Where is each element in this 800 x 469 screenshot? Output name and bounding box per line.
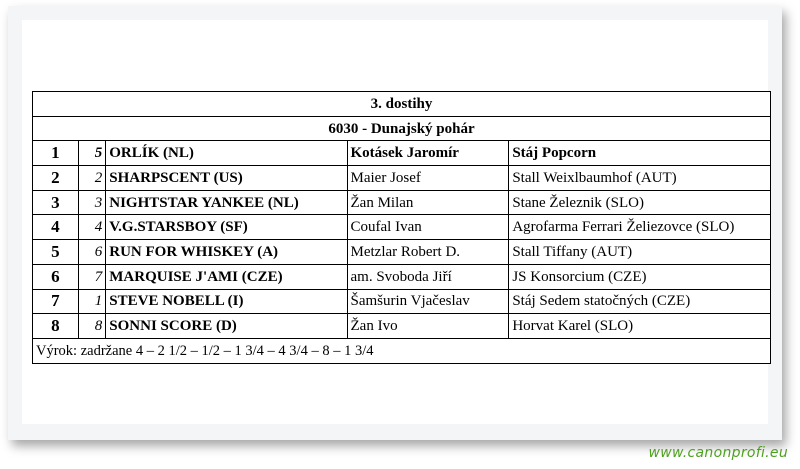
jockey-name: Žan Ivo (347, 314, 509, 339)
stable-name: Horvat Karel (SLO) (509, 314, 771, 339)
finish-position: 7 (33, 289, 79, 314)
jockey-name: Žan Milan (347, 190, 509, 215)
verdict-row (33, 338, 771, 363)
race-title-row (33, 92, 771, 117)
race-title: 3. dostihy (33, 92, 771, 117)
start-number: 8 (78, 314, 105, 339)
race-results-table (32, 91, 771, 364)
finish-position: 6 (33, 264, 79, 289)
result-row (33, 240, 771, 265)
horse-name: RUN FOR WHISKEY (A) (106, 240, 347, 265)
race-subtitle-row (33, 116, 771, 141)
horse-name: SHARPSCENT (US) (106, 166, 347, 191)
finish-position: 4 (33, 215, 79, 240)
horse-name: V.G.STARSBOY (SF) (106, 215, 347, 240)
verdict-text: Výrok: zadržane 4 – 2 1/2 – 1/2 – 1 3/4 – 4 3/4 – 8 – 1 3/4 (33, 338, 771, 363)
result-row (33, 141, 771, 166)
horse-name: STEVE NOBELL (I) (106, 289, 347, 314)
stable-name: Stáj Popcorn (509, 141, 771, 166)
start-number: 2 (78, 166, 105, 191)
finish-position: 3 (33, 190, 79, 215)
start-number: 5 (78, 141, 105, 166)
horse-name: MARQUISE J'AMI (CZE) (106, 264, 347, 289)
result-row (33, 166, 771, 191)
horse-name: SONNI SCORE (D) (106, 314, 347, 339)
finish-position: 8 (33, 314, 79, 339)
start-number: 4 (78, 215, 105, 240)
race-subtitle: 6030 - Dunajský pohár (33, 116, 771, 141)
start-number: 3 (78, 190, 105, 215)
result-row (33, 264, 771, 289)
result-row (33, 190, 771, 215)
result-row (33, 314, 771, 339)
stable-name: Stane Železnik (SLO) (509, 190, 771, 215)
horse-name: ORLÍK (NL) (106, 141, 347, 166)
stable-name: JS Konsorcium (CZE) (509, 264, 771, 289)
site-watermark: www.canonprofi.eu (648, 445, 788, 461)
result-row (33, 289, 771, 314)
jockey-name: Kotásek Jaromír (347, 141, 509, 166)
jockey-name: Metzlar Robert D. (347, 240, 509, 265)
stable-name: Stall Weixlbaumhof (AUT) (509, 166, 771, 191)
start-number: 7 (78, 264, 105, 289)
stable-name: Agrofarma Ferrari Želiezovce (SLO) (509, 215, 771, 240)
stable-name: Stáj Sedem statočných (CZE) (509, 289, 771, 314)
jockey-name: Maier Josef (347, 166, 509, 191)
horse-name: NIGHTSTAR YANKEE (NL) (106, 190, 347, 215)
jockey-name: am. Svoboda Jiří (347, 264, 509, 289)
finish-position: 5 (33, 240, 79, 265)
stable-name: Stall Tiffany (AUT) (509, 240, 771, 265)
finish-position: 2 (33, 166, 79, 191)
start-number: 6 (78, 240, 105, 265)
start-number: 1 (78, 289, 105, 314)
jockey-name: Šamšurin Vjačeslav (347, 289, 509, 314)
finish-position: 1 (33, 141, 79, 166)
result-row (33, 215, 771, 240)
jockey-name: Coufal Ivan (347, 215, 509, 240)
